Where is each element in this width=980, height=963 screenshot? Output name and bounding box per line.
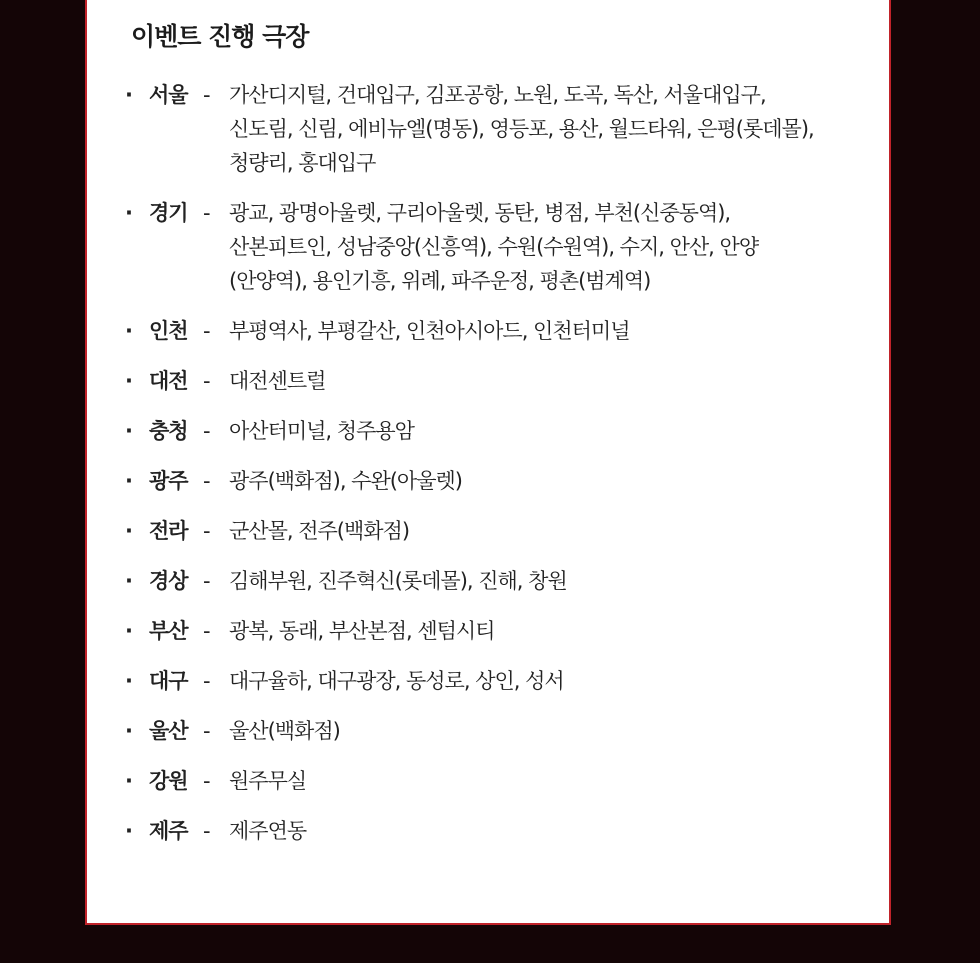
region-name: 제주 [149,819,188,843]
region-name: 경기 [149,201,188,225]
region-name: 경상 [149,569,188,593]
bullet-dot: · [125,519,132,543]
region-name: 대구 [149,669,188,693]
section-title: 이벤트 진행 극장 [131,22,309,51]
region-row [125,514,865,548]
region-name: 서울 [149,83,188,107]
region-row [125,664,865,698]
theater-list: 광주(백화점), 수완(아울렛) [229,469,462,493]
theater-list: 울산(백화점) [229,719,340,743]
bullet-dot: · [125,201,132,225]
theater-list: 군산몰, 전주(백화점) [229,519,410,543]
region-dash: - [203,319,210,343]
theater-list: 대구율하, 대구광장, 동성로, 상인, 성서 [229,669,564,693]
region-row [125,314,865,348]
region-row [125,78,865,180]
bullet-dot: · [125,369,132,393]
region-dash: - [203,819,210,843]
region-row [125,464,865,498]
region-list [125,78,865,864]
region-name: 대전 [149,369,188,393]
region-name: 강원 [149,769,188,793]
region-dash: - [203,769,210,793]
bullet-dot: · [125,469,132,493]
bullet-dot: · [125,769,132,793]
region-row [125,564,865,598]
region-dash: - [203,83,210,107]
bullet-dot: · [125,83,132,107]
region-name: 전라 [149,519,188,543]
bullet-dot: · [125,719,132,743]
region-row [125,414,865,448]
region-dash: - [203,719,210,743]
region-dash: - [203,369,210,393]
region-name: 인천 [149,319,188,343]
bullet-dot: · [125,819,132,843]
theater-list: 아산터미널, 청주용암 [229,419,414,443]
theater-list: 원주무실 [229,769,307,793]
region-row [125,364,865,398]
bullet-dot: · [125,669,132,693]
region-dash: - [203,469,210,493]
region-name: 광주 [149,469,188,493]
region-row [125,764,865,798]
region-row [125,614,865,648]
region-row [125,814,865,848]
bullet-dot: · [125,319,132,343]
region-dash: - [203,419,210,443]
region-dash: - [203,201,210,225]
bullet-dot: · [125,569,132,593]
region-name: 울산 [149,719,188,743]
region-name: 부산 [149,619,188,643]
region-row [125,714,865,748]
bullet-dot: · [125,419,132,443]
region-dash: - [203,519,210,543]
event-theater-card [85,0,891,925]
theater-list: 제주연동 [229,819,307,843]
theater-list: 부평역사, 부평갈산, 인천아시아드, 인천터미널 [229,319,630,343]
region-name: 충청 [149,419,188,443]
region-dash: - [203,619,210,643]
theater-list: 김해부원, 진주혁신(롯데몰), 진해, 창원 [229,569,567,593]
region-dash: - [203,669,210,693]
theater-list: 대전센트럴 [229,369,326,393]
region-dash: - [203,569,210,593]
theater-list: 가산디지털, 건대입구, 김포공항, 노원, 도곡, 독산, 서울대입구, 신도림, 신림, 에비뉴엘(명동), 영등포, 용산, 월드타워, 은평(롯데몰), 청량리, 홍대입구 [229,83,814,175]
region-row [125,196,865,298]
theater-list: 광교, 광명아울렛, 구리아울렛, 동탄, 병점, 부천(신중동역), 산본피트인, 성남중앙(신흥역), 수원(수원역), 수지, 안산, 안양(안양역), 용인기흥, 위례, 파주운정, 평촌(범계역) [229,201,759,293]
theater-list: 광복, 동래, 부산본점, 센텀시티 [229,619,495,643]
bullet-dot: · [125,619,132,643]
